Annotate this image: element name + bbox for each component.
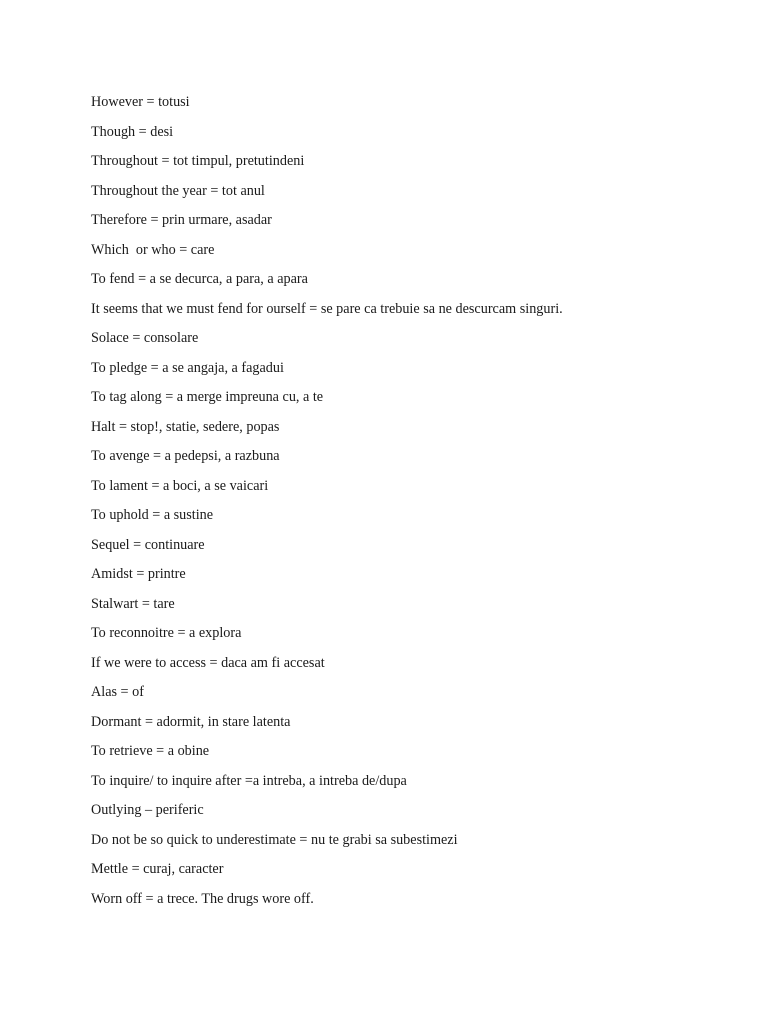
vocabulary-entry: Throughout the year = tot anul <box>91 182 265 199</box>
vocabulary-entry: Stalwart = tare <box>91 595 175 612</box>
vocabulary-entry: To inquire/ to inquire after =a intreba, a intreba de/dupa <box>91 772 407 789</box>
vocabulary-entry: Therefore = prin urmare, asadar <box>91 212 272 228</box>
vocabulary-entry: To pledge = a se angaja, a fagadui <box>91 359 284 376</box>
vocabulary-entry: To tag along = a merge impreuna cu, a te <box>91 389 324 405</box>
vocabulary-entry: To fend = a se decurca, a para, a apara <box>91 271 308 287</box>
vocabulary-entry: Worn off = a trece. The drugs wore off. <box>91 890 314 907</box>
vocabulary-entry: To uphold = a sustine <box>91 507 214 523</box>
vocabulary-entry: However = totusi <box>91 94 190 110</box>
vocabulary-entry: Throughout = tot timpul, pretutindeni <box>91 153 305 169</box>
vocabulary-entry: It seems that we must fend for ourself = se pare ca trebuie sa ne descurcam singuri. <box>91 300 563 317</box>
vocabulary-entry: Halt = stop!, statie, sedere, popas <box>91 418 280 435</box>
vocabulary-entry: To avenge = a pedepsi, a razbuna <box>91 448 280 464</box>
vocabulary-list <box>91 92 751 918</box>
vocabulary-entry: Solace = consolare <box>91 330 199 346</box>
vocabulary-entry: Mettle = curaj, caracter <box>91 861 224 877</box>
vocabulary-entry: Dormant = adormit, in stare latenta <box>91 713 291 730</box>
vocabulary-entry: Though = desi <box>91 123 174 140</box>
vocabulary-entry: Outlying – periferic <box>91 802 204 818</box>
vocabulary-entry: If we were to access = daca am fi accesat <box>91 654 325 671</box>
vocabulary-entry: Amidst = printre <box>91 566 186 582</box>
vocabulary-entry: Which or who = care <box>91 241 215 258</box>
vocabulary-entry: Sequel = continuare <box>91 536 205 553</box>
vocabulary-entry: Alas = of <box>91 684 144 700</box>
vocabulary-entry: To retrieve = a obine <box>91 743 210 759</box>
vocabulary-entry: Do not be so quick to underestimate = nu te grabi sa subestimezi <box>91 831 458 848</box>
vocabulary-entry: To lament = a boci, a se vaicari <box>91 477 269 494</box>
vocabulary-entry: To reconnoitre = a explora <box>91 625 242 641</box>
